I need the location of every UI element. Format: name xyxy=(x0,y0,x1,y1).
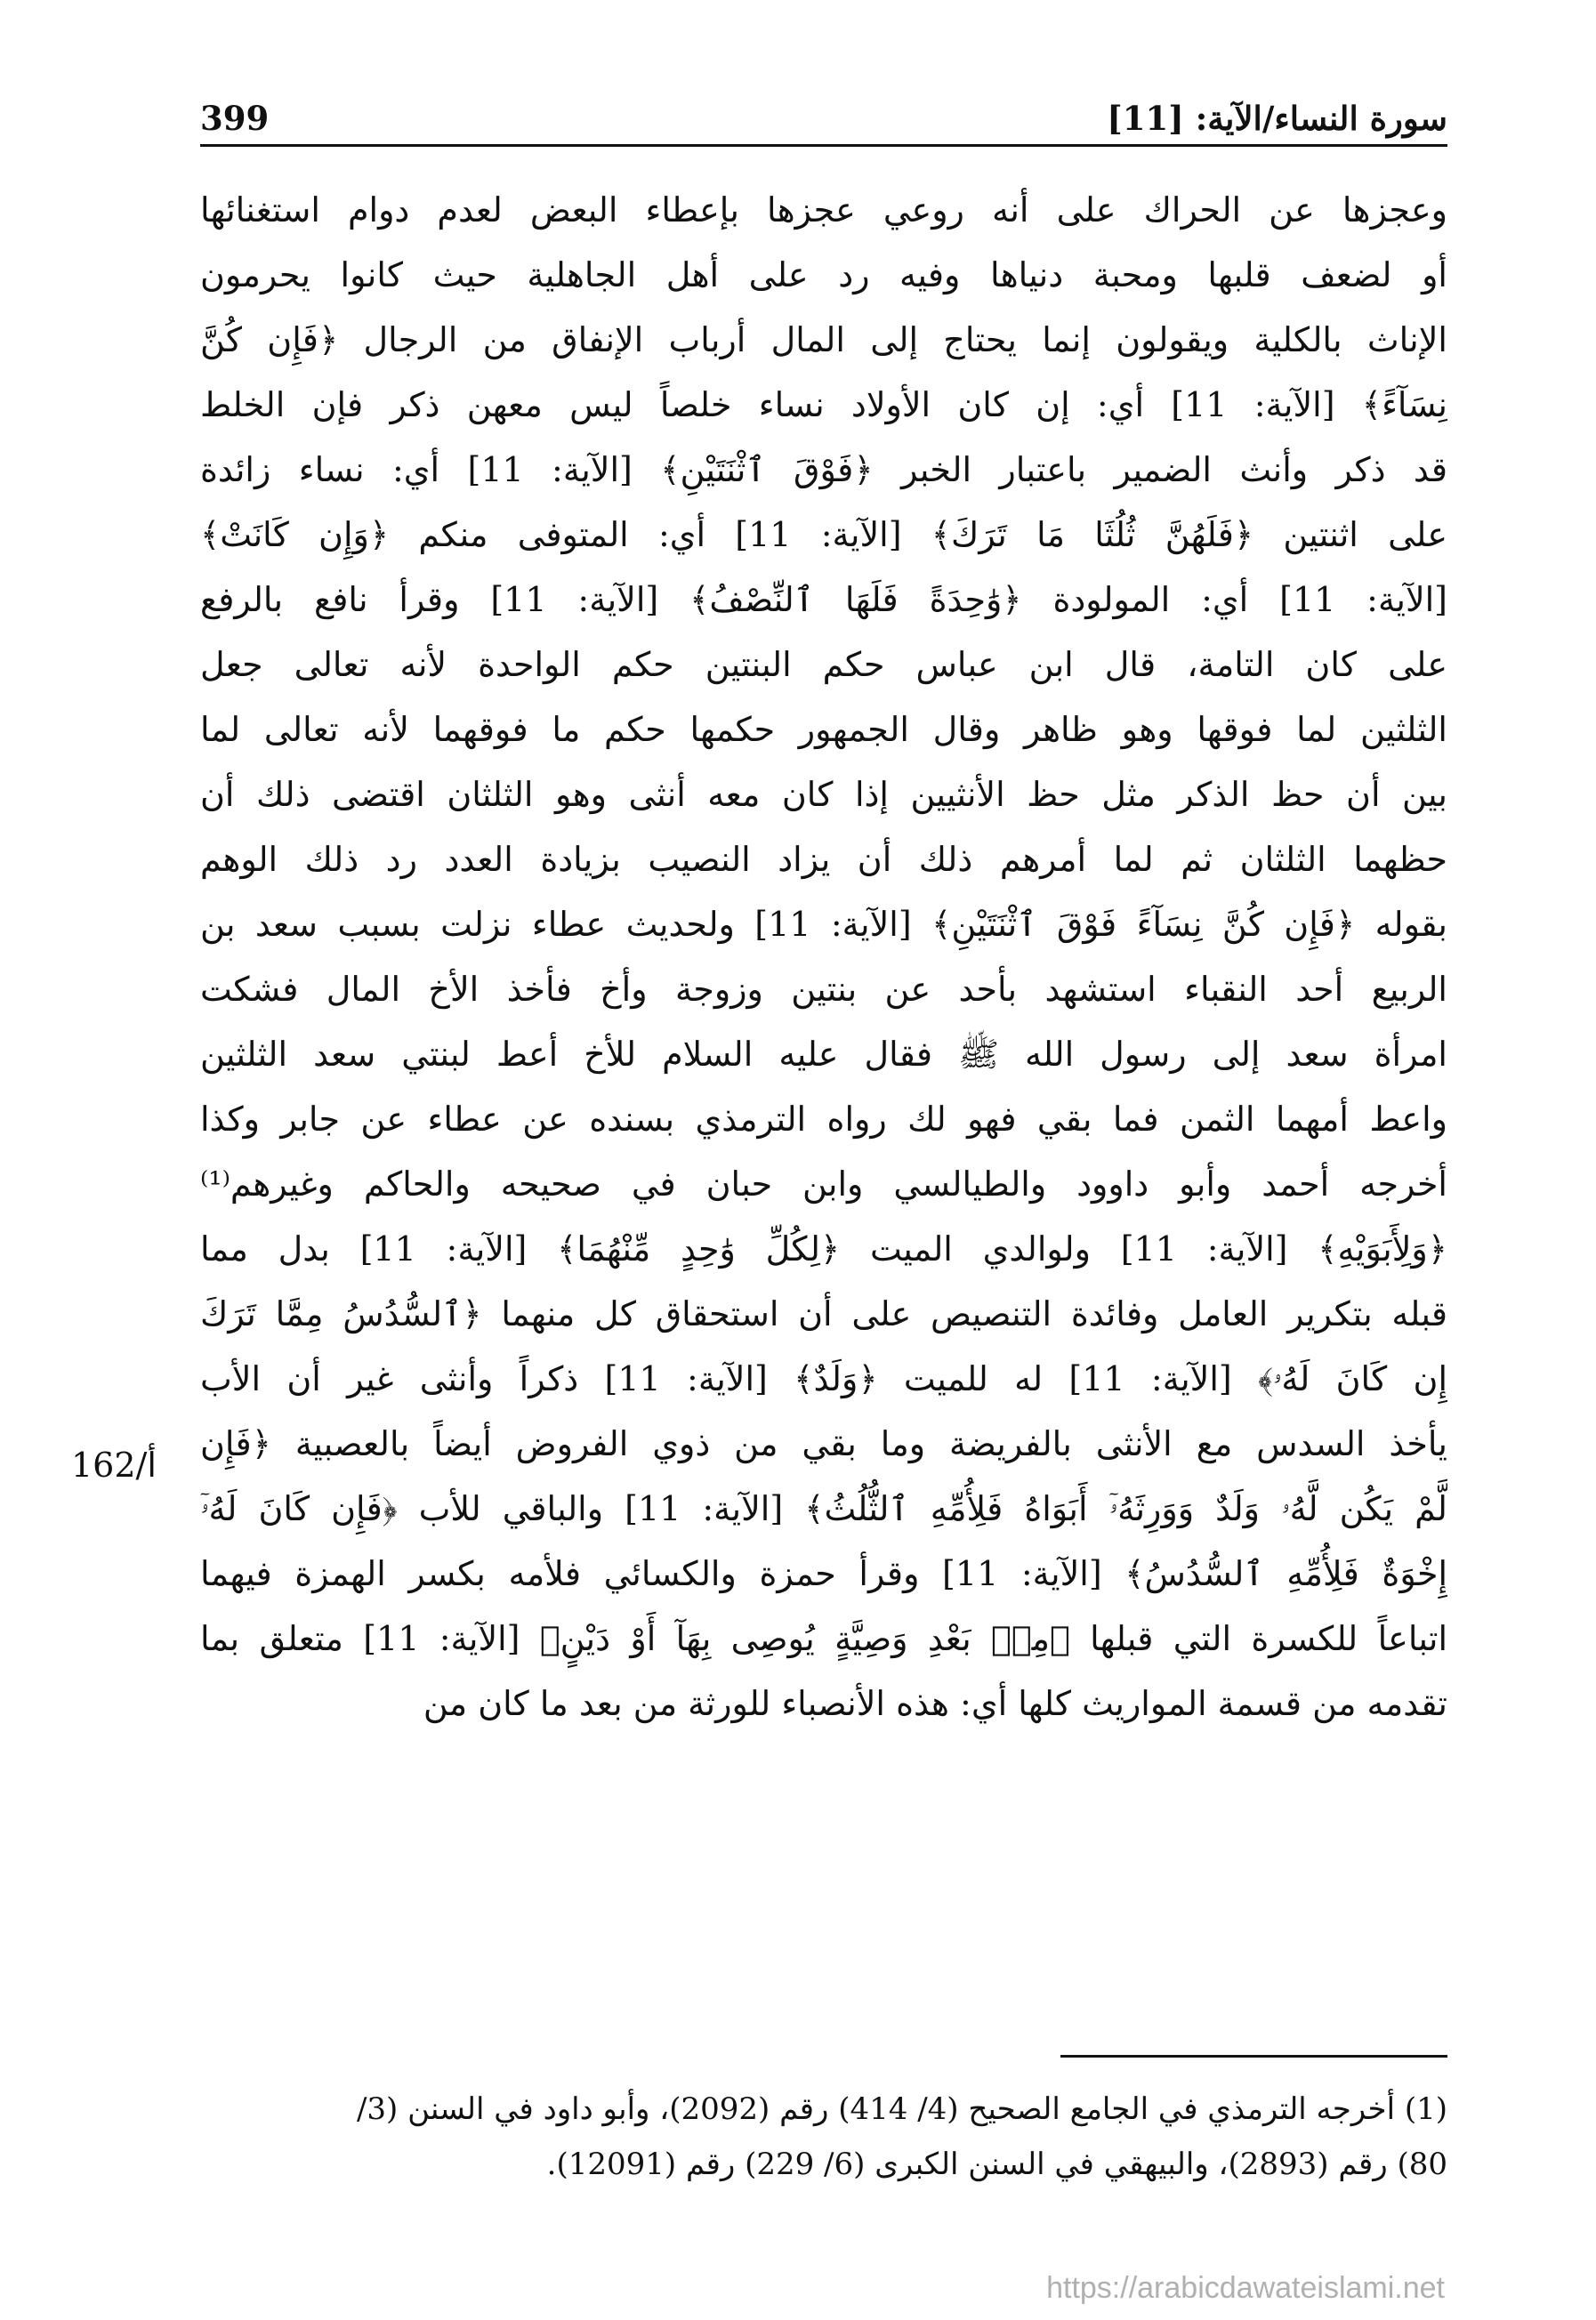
text-line: بين أن حظ الذكر مثل حظ الأنثيين إذا كان معه أنثى وهو الثلثان اقتضى ذلك أن xyxy=(200,775,1447,814)
header-rule xyxy=(200,144,1447,147)
text-line: الربيع أحد النقباء استشهد بأحد عن بنتين وزوجة وأخ فأخذ الأخ المال فشكت xyxy=(200,970,1447,1009)
text-line: نِسَآءً﴾ [الآية: 11] أي: إن كان الأولاد نساء خلصاً ليس معهن ذكر فإن الخلط xyxy=(200,385,1447,424)
text-line: وعجزها عن الحراك على أنه روعي عجزها بإعطاء البعض لعدم دوام استغنائها xyxy=(200,190,1447,230)
manuscript-folio-marker: 162/أ xyxy=(71,1446,157,1485)
text-line: أخرجه أحمد وأبو داوود والطيالسي وابن حبان في صحيحه والحاكم وغيرهم⁽¹⁾ xyxy=(200,1164,1447,1204)
text-line: إِخْوَةٌ فَلِأُمِّهِ ٱلسُّدُسُ﴾ [الآية: 11] وقرأ حمزة والكسائي فلأمه بكسر الهمزة فيهما xyxy=(200,1554,1447,1593)
running-title: سورة النساء/الآية: [11] xyxy=(1107,99,1447,138)
text-line: أو لضعف قلبها ومحبة دنياها وفيه رد على أهل الجاهلية حيث كانوا يحرمون xyxy=(200,255,1447,294)
watermark-url: https://arabicdawateislami.net xyxy=(1046,2271,1445,2305)
text-line: قد ذكر وأنث الضمير باعتبار الخبر ﴿فَوْقَ ٱثْنَتَيْنِ﴾ [الآية: 11] أي: نساء زائدة xyxy=(200,450,1447,489)
text-line: بقوله ﴿فَإِن كُنَّ نِسَآءً فَوْقَ ٱثْنَتَيْنِ﴾ [الآية: 11] ولحديث عطاء نزلت بسبب سعد بن xyxy=(200,905,1447,944)
text-line: على كان التامة، قال ابن عباس حكم البنتين حكم الواحدة لأنه تعالى جعل xyxy=(200,645,1447,684)
page-header xyxy=(200,82,1447,138)
text-line: على اثنتين ﴿فَلَهُنَّ ثُلُثَا مَا تَرَكَ﴾ [الآية: 11] أي: المتوفى منكم ﴿وَإِن كَانَتْ﴾ xyxy=(200,515,1447,554)
text-line: قبله بتكرير العامل وفائدة التنصيص على أن استحقاق كل منهما ﴿ٱلسُّدُسُ مِمَّا تَرَكَ xyxy=(200,1294,1447,1333)
text-line: يأخذ السدس مع الأنثى بالفريضة وما بقي من ذوي الفروض أيضاً بالعصبية ﴿فَإِن xyxy=(200,1424,1447,1463)
main-text xyxy=(200,178,1447,1736)
text-line: حظهما الثلثان ثم لما أمرهم ذلك أن يزاد النصيب بزيادة العدد رد ذلك الوهم xyxy=(200,840,1447,879)
text-line: الإناث بالكلية ويقولون إنما يحتاج إلى المال أرباب الإنفاق من الرجال ﴿فَإِن كُنَّ xyxy=(200,320,1447,359)
text-line: امرأة سعد إلى رسول الله ﷺ فقال عليه السلام للأخ أعط لبنتي سعد الثلثين xyxy=(200,1035,1447,1074)
footnote-rule xyxy=(1060,2055,1447,2058)
text-line: لَّمْ يَكُن لَّهُۥ وَلَدٌ وَوَرِثَهُۥٓ أَبَوَاهُ فَلِأُمِّهِ ٱلثُّلُثُ﴾ [الآية: 11] والباقي للأب ﴿فَإِن كَانَ لَهُۥٓ xyxy=(200,1489,1447,1528)
page-number: 399 xyxy=(200,99,270,138)
text-line: واعط أمهما الثمن فما بقي فهو لك رواه الترمذي بسنده عن عطاء عن جابر وكذا xyxy=(200,1100,1447,1139)
text-line: الثلثين لما فوقها وهو ظاهر وقال الجمهور حكمها حكم ما فوقهما لأنه تعالى لما xyxy=(200,710,1447,749)
footnote-line: 80) رقم (2893)، والبيهقي في السنن الكبرى (6/ 229) رقم (12091). xyxy=(546,2147,1447,2182)
text-line: تقدمه من قسمة المواريث كلها أي: هذه الأنصباء للورثة من بعد ما كان من xyxy=(423,1684,1447,1723)
text-line: [الآية: 11] أي: المولودة ﴿وَٰحِدَةً فَلَهَا ٱلنِّصْفُ﴾ [الآية: 11] وقرأ نافع بالرفع xyxy=(200,580,1447,619)
footnotes xyxy=(200,2082,1447,2192)
text-line: ﴿وَلِأَبَوَيْهِ﴾ [الآية: 11] ولوالدي الميت ﴿لِكُلِّ وَٰحِدٍ مِّنْهُمَا﴾ [الآية: 11] بدل مما xyxy=(200,1229,1447,1269)
text-line: إِن كَانَ لَهُۥ﴾ [الآية: 11] له للميت ﴿وَلَدٌ﴾ [الآية: 11] ذكراً وأنثى غير أن الأب xyxy=(200,1359,1447,1398)
text-line: اتباعاً للكسرة التي قبلها ﴿مِنۢ بَعْدِ وَصِيَّةٍ يُوصِى بِهَآ أَوْ دَيْنٍ﴾ [الآية: 11] متعلق بما xyxy=(200,1619,1447,1658)
footnote-line: (1) أخرجه الترمذي في الجامع الصحيح (4/ 414) رقم (2092)، وأبو داود في السنن (3/ xyxy=(356,2091,1447,2127)
